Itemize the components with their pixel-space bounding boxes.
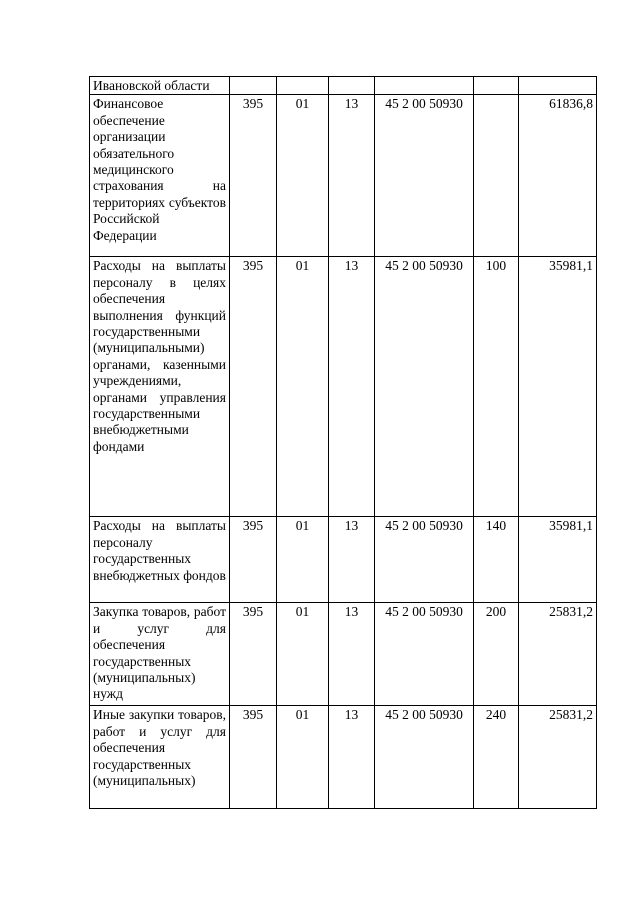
expense-type-cell: 200 — [474, 603, 519, 706]
row-name-cell: Расходы на выплаты персоналу государственных внебюджетных фондов — [90, 517, 230, 603]
subsection-code-cell: 13 — [329, 603, 375, 706]
row-name-cell: Иные закупки товаров, работ и услуг для обеспечения государственных (муниципальных) — [90, 706, 230, 809]
article-code-cell: 45 2 00 50930 — [375, 517, 474, 603]
article-code-cell: 45 2 00 50930 — [375, 257, 474, 517]
article-code-cell: 45 2 00 50930 — [375, 95, 474, 257]
table-row — [90, 95, 597, 257]
amount-cell: 35981,1 — [519, 517, 597, 603]
subsection-code-cell — [329, 77, 375, 95]
amount-cell: 35981,1 — [519, 257, 597, 517]
budget-table — [89, 76, 597, 809]
row-name-cell: Закупка товаров, работ и услуг для обеспечения государственных (муниципальных) нужд — [90, 603, 230, 706]
amount-cell: 25831,2 — [519, 603, 597, 706]
table-row — [90, 603, 597, 706]
subsection-code-cell: 13 — [329, 706, 375, 809]
expense-type-cell: 100 — [474, 257, 519, 517]
section-code-cell: 01 — [277, 706, 329, 809]
article-code-cell: 45 2 00 50930 — [375, 706, 474, 809]
amount-cell — [519, 77, 597, 95]
subsection-code-cell: 13 — [329, 95, 375, 257]
admin-code-cell: 395 — [230, 95, 277, 257]
admin-code-cell: 395 — [230, 603, 277, 706]
table-row — [90, 517, 597, 603]
amount-cell: 61836,8 — [519, 95, 597, 257]
section-code-cell: 01 — [277, 517, 329, 603]
admin-code-cell: 395 — [230, 257, 277, 517]
expense-type-cell — [474, 77, 519, 95]
article-code-cell: 45 2 00 50930 — [375, 603, 474, 706]
table-row — [90, 257, 597, 517]
expense-type-cell: 140 — [474, 517, 519, 603]
expense-type-cell — [474, 95, 519, 257]
admin-code-cell: 395 — [230, 706, 277, 809]
expense-type-cell: 240 — [474, 706, 519, 809]
amount-cell: 25831,2 — [519, 706, 597, 809]
section-code-cell: 01 — [277, 95, 329, 257]
row-name-cell: Финансовое обеспечение организации обязательного медицинского страхования на территориях субъектов Российской Федерации — [90, 95, 230, 257]
section-code-cell — [277, 77, 329, 95]
article-code-cell — [375, 77, 474, 95]
table-row — [90, 77, 597, 95]
row-name-cell: Ивановской области — [90, 77, 230, 95]
section-code-cell: 01 — [277, 257, 329, 517]
subsection-code-cell: 13 — [329, 257, 375, 517]
row-name-cell: Расходы на выплаты персоналу в целях обеспечения выполнения функций государственными (муниципальными) органами, казенными учреждениями, органами управления государственными внебюджетными фондами — [90, 257, 230, 517]
admin-code-cell — [230, 77, 277, 95]
section-code-cell: 01 — [277, 603, 329, 706]
subsection-code-cell: 13 — [329, 517, 375, 603]
admin-code-cell: 395 — [230, 517, 277, 603]
table-row — [90, 706, 597, 809]
